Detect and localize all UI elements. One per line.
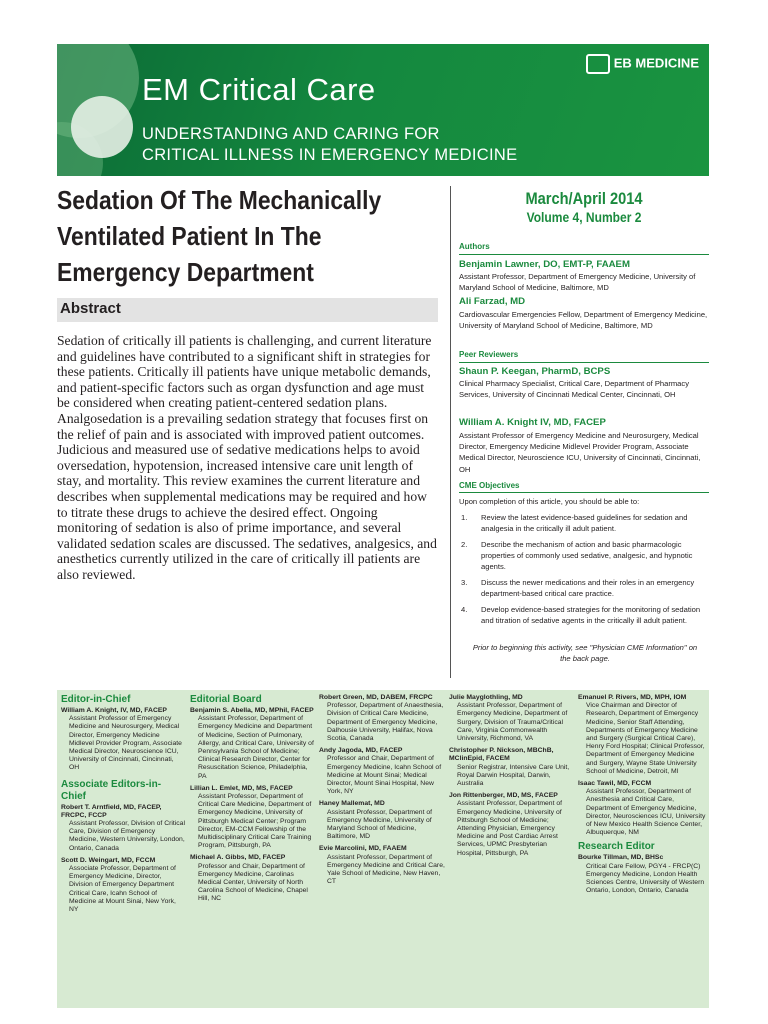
board-member-name: Bourke Tillman, MD, BHSc <box>578 854 664 862</box>
board-member-desc: Assistant Professor, Department of Critical Care Medicine, Department of Emergency Medicine, University of Pittsburgh Medical Center; Program Director, EM-CCM Fellowship of the Multidisciplinary Critical Care Training Program, Pittsburgh, PA <box>198 793 312 850</box>
board-member-name: Benjamin S. Abella, MD, MPhil, FACEP <box>190 707 314 714</box>
list-item <box>459 577 709 599</box>
subtitle-line: UNDERSTANDING AND CARING FOR <box>142 125 440 143</box>
board-member-desc: Professor, Department of Anaesthesia, Division of Critical Care Medicine, Department of Emergency Medicine, Dalhousie University, Halifax, Nova Scotia, Canada <box>327 702 444 743</box>
cme-objectives-list <box>459 512 709 631</box>
board-heading: Associate Editors-in-Chief <box>61 778 162 802</box>
board-member-name: Robert Green, MD, DABEM, FRCPC <box>319 694 433 701</box>
section-rule <box>459 362 709 363</box>
board-heading: Editorial Board <box>190 694 262 705</box>
board-member-name: Emanuel P. Rivers, MD, MPH, IOM <box>578 694 687 701</box>
objective-text: Develop evidence-based strategies for the monitoring of sedation and titration of sedative agents in the critically ill adult patient. <box>481 605 701 625</box>
board-member-desc: Assistant Professor of Emergency Medicine and Neurosurgery, Medical Director, Emergency Medicine Midlevel Provider Program, Associate Medical Director, Neuroscience ICU, University of Cincinnati, Cincinnati, OH <box>69 715 182 772</box>
cme-note: Prior to beginning this activity, see "Physician CME Information" on the back page. <box>472 643 698 663</box>
author-affiliation: Cardiovascular Emergencies Fellow, Department of Emergency Medicine, University of Maryland School of Medicine, Baltimore, MD <box>459 310 708 331</box>
abstract-body: Sedation of critically ill patients is challenging, and current literature and guidelines have contributed to a significant shift in strategies for these patients. Critically ill patients have unique metabolic demands, and patient-specific factors such as organ dysfunction and age must be considered when creating patient-centered sedation plans. Analgosedation is a prevailing sedation strategy that focuses first on the relief of pain and is associated with improved patient outcomes. Judicious and measured use of sedative medications helps to avoid oversedation, hypotension, increased intensive care unit length of stay, and mortality. This review examines the current literature and describes when supplemental medications may be required and how to titrate these drugs to achieve the desired effect. Ongoing monitoring of sedation is also of prime importance, and several validated sedation scales are discussed. The sedatives, analgesics, and anesthetics currently utilized in the care of critically ill patients are also reviewed. <box>57 333 437 582</box>
board-column <box>578 694 706 895</box>
objective-text: Describe the mechanism of action and basic pharmacologic properties of commonly used sedative, analgesic, and hypnotic agents. <box>481 540 693 571</box>
board-member-desc: Assistant Professor, Department of Emergency Medicine, University of Pittsburgh School of Medicine; Attending Physician, Emergency Medicine and Post Cardiac Arrest Services, UPMC Presbyterian Hospital, Pittsburgh, PA <box>457 800 563 857</box>
list-number: 1. <box>461 513 468 522</box>
board-heading: Editor-in-Chief <box>61 694 131 705</box>
cme-intro: Upon completion of this article, you should be able to: <box>459 497 640 506</box>
board-column <box>61 694 185 914</box>
journal-subtitle <box>142 124 517 166</box>
board-member-desc: Assistant Professor, Department of Anesthesia and Critical Care, Department of Emergency Medicine, Director, Neurosciences ICU, University of New Mexico Health Science Center, Albuquerque, NM <box>586 788 706 837</box>
list-number: 2. <box>461 540 468 549</box>
authors-heading: Authors <box>459 242 490 251</box>
board-column <box>449 694 575 858</box>
objective-text: Discuss the newer medications and their roles in an emergency department-based critical care practice. <box>481 578 695 598</box>
cme-heading: CME Objectives <box>459 481 520 490</box>
list-number: 3. <box>461 578 468 587</box>
board-member-desc: Professor and Chair, Department of Emergency Medicine, Carolinas Medical Center, University of North Carolina School of Medicine, Chapel Hill, NC <box>198 862 308 903</box>
board-member-name: Julie Mayglothling, MD <box>449 694 523 701</box>
masthead-banner <box>57 44 709 176</box>
author-affiliation: Assistant Professor, Department of Emergency Medicine, University of Maryland School of Medicine, Baltimore, MD <box>459 272 696 293</box>
author-name: Benjamin Lawner, DO, EMT-P, FAAEM <box>459 259 630 270</box>
board-member-desc: Senior Registrar, Intensive Care Unit, Royal Darwin Hospital, Darwin, Australia <box>457 763 570 788</box>
board-member-name: Evie Marcolini, MD, FAAEM <box>319 845 407 853</box>
objective-text: Review the latest evidence-based guidelines for sedation and analgesia in the critically ill adult patient. <box>481 513 688 533</box>
board-member-name: Haney Mallemat, MD <box>319 800 385 808</box>
author-name: Ali Farzad, MD <box>459 296 526 307</box>
article-title: Sedation Of The Mechanically Ventilated Patient In The Emergency Department <box>57 185 382 287</box>
board-member-name: Scott D. Weingart, MD, FCCM <box>61 856 156 864</box>
reviewer-name: William A. Knight IV, MD, FACEP <box>459 417 606 428</box>
abstract-heading: Abstract <box>60 300 121 317</box>
board-member-desc: Assistant Professor, Department of Emergency Medicine, Department of Surgery, Division of Trauma/Critical Care, Virginia Commonwealth University, Richmond, VA <box>457 702 568 743</box>
board-member-name: Isaac Tawil, MD, FCCM <box>578 780 652 788</box>
section-rule <box>459 492 709 493</box>
board-member-name: Jon Rittenberger, MD, MS, FACEP <box>449 792 558 800</box>
list-item <box>459 604 709 626</box>
reviewer-affiliation: Assistant Professor of Emergency Medicine and Neurosurgery, Medical Director, Emergency Medicine Midlevel Provider Program, Associate Medical Director, Neuroscience ICU, University of Cincinnati, Cincinnati, OH <box>459 431 701 474</box>
board-member-desc: Assistant Professor, Department of Emergency Medicine, University of Maryland School of Medicine, Baltimore, MD <box>327 808 433 841</box>
board-member-desc: Assistant Professor, Department of Emergency Medicine and Department of Medicine, Section of Pulmonary, Allergy, and Critical Care, University of Pennsylvania School of Medicine; Clinical Research Director, Center for Resuscitation Science, Philadelphia, PA <box>198 715 314 780</box>
decorative-circle <box>71 96 133 158</box>
journal-title: EM Critical Care <box>142 72 376 107</box>
board-member-desc: Critical Care Fellow, PGY4 - FRCP(C) Emergency Medicine, London Health Sciences Centre, University of Western Ontario, London, Ontario, Canada <box>586 862 705 895</box>
board-member-desc: Assistant Professor, Division of Critical Care, Division of Emergency Medicine, Western University, London, Ontario, Canada <box>69 820 185 852</box>
board-member-name: Andy Jagoda, MD, FACEP <box>319 747 403 755</box>
reviewer-affiliation: Clinical Pharmacy Specialist, Critical Care, Department of Pharmacy Services, University of Cincinnati Medical Center, Cincinnati, OH <box>459 379 690 400</box>
board-member-name: Michael A. Gibbs, MD, FACEP <box>190 854 286 862</box>
board-member-name: Robert T. Arntfield, MD, FACEP, FRCPC, FCCP <box>61 803 162 819</box>
section-rule <box>459 254 709 255</box>
logo-icon <box>586 54 610 74</box>
reviewer-name: Shaun P. Keegan, PharmD, BCPS <box>459 366 611 377</box>
subtitle-line: CRITICAL ILLNESS IN EMERGENCY MEDICINE <box>142 146 518 164</box>
board-column <box>190 694 314 904</box>
logo-text: EB MEDICINE <box>613 55 699 71</box>
board-member-desc: Vice Chairman and Director of Research, Department of Emergency Medicine, Senior Staff Attending, Departments of Emergency Medicine and Surgery (Surgical Critical Care), Henry Ford Hospital; Clinical Professor, Department of Emergency Medicine and Surgery, Wayne State University School of Medicine, Detroit, MI <box>586 702 705 775</box>
list-number: 4. <box>461 605 468 614</box>
board-column <box>319 694 445 886</box>
reviewers-heading: Peer Reviewers <box>459 350 519 359</box>
list-item <box>459 512 709 534</box>
board-member-desc: Professor and Chair, Department of Emergency Medicine, Icahn School of Medicine at Mount Sinai; Medical Director, Mount Sinai Hospital, New York, NY <box>327 755 442 796</box>
board-member-name: Lillian L. Emlet, MD, MS, FACEP <box>190 784 293 792</box>
board-member-desc: Assistant Professor, Department of Emergency Medicine and Critical Care, Yale School of Medicine, New Haven, CT <box>327 853 445 886</box>
board-heading: Research Editor <box>578 841 655 853</box>
issue-volume: Volume 4, Number 2 <box>526 209 642 225</box>
publisher-logo <box>586 54 699 74</box>
board-member-name: Christopher P. Nickson, MBChB, MClinEpid, FACEM <box>449 747 554 763</box>
issue-date: March/April 2014 <box>525 189 643 208</box>
column-divider <box>450 186 451 678</box>
editorial-board-panel <box>57 690 709 1008</box>
board-member-name: William A. Knight, IV, MD, FACEP <box>61 707 167 714</box>
board-member-desc: Associate Professor, Department of Emergency Medicine, Director, Division of Emergency Department Critical Care, Icahn School of Medicine at Mount Sinai, New York, NY <box>69 865 176 914</box>
list-item <box>459 539 709 572</box>
